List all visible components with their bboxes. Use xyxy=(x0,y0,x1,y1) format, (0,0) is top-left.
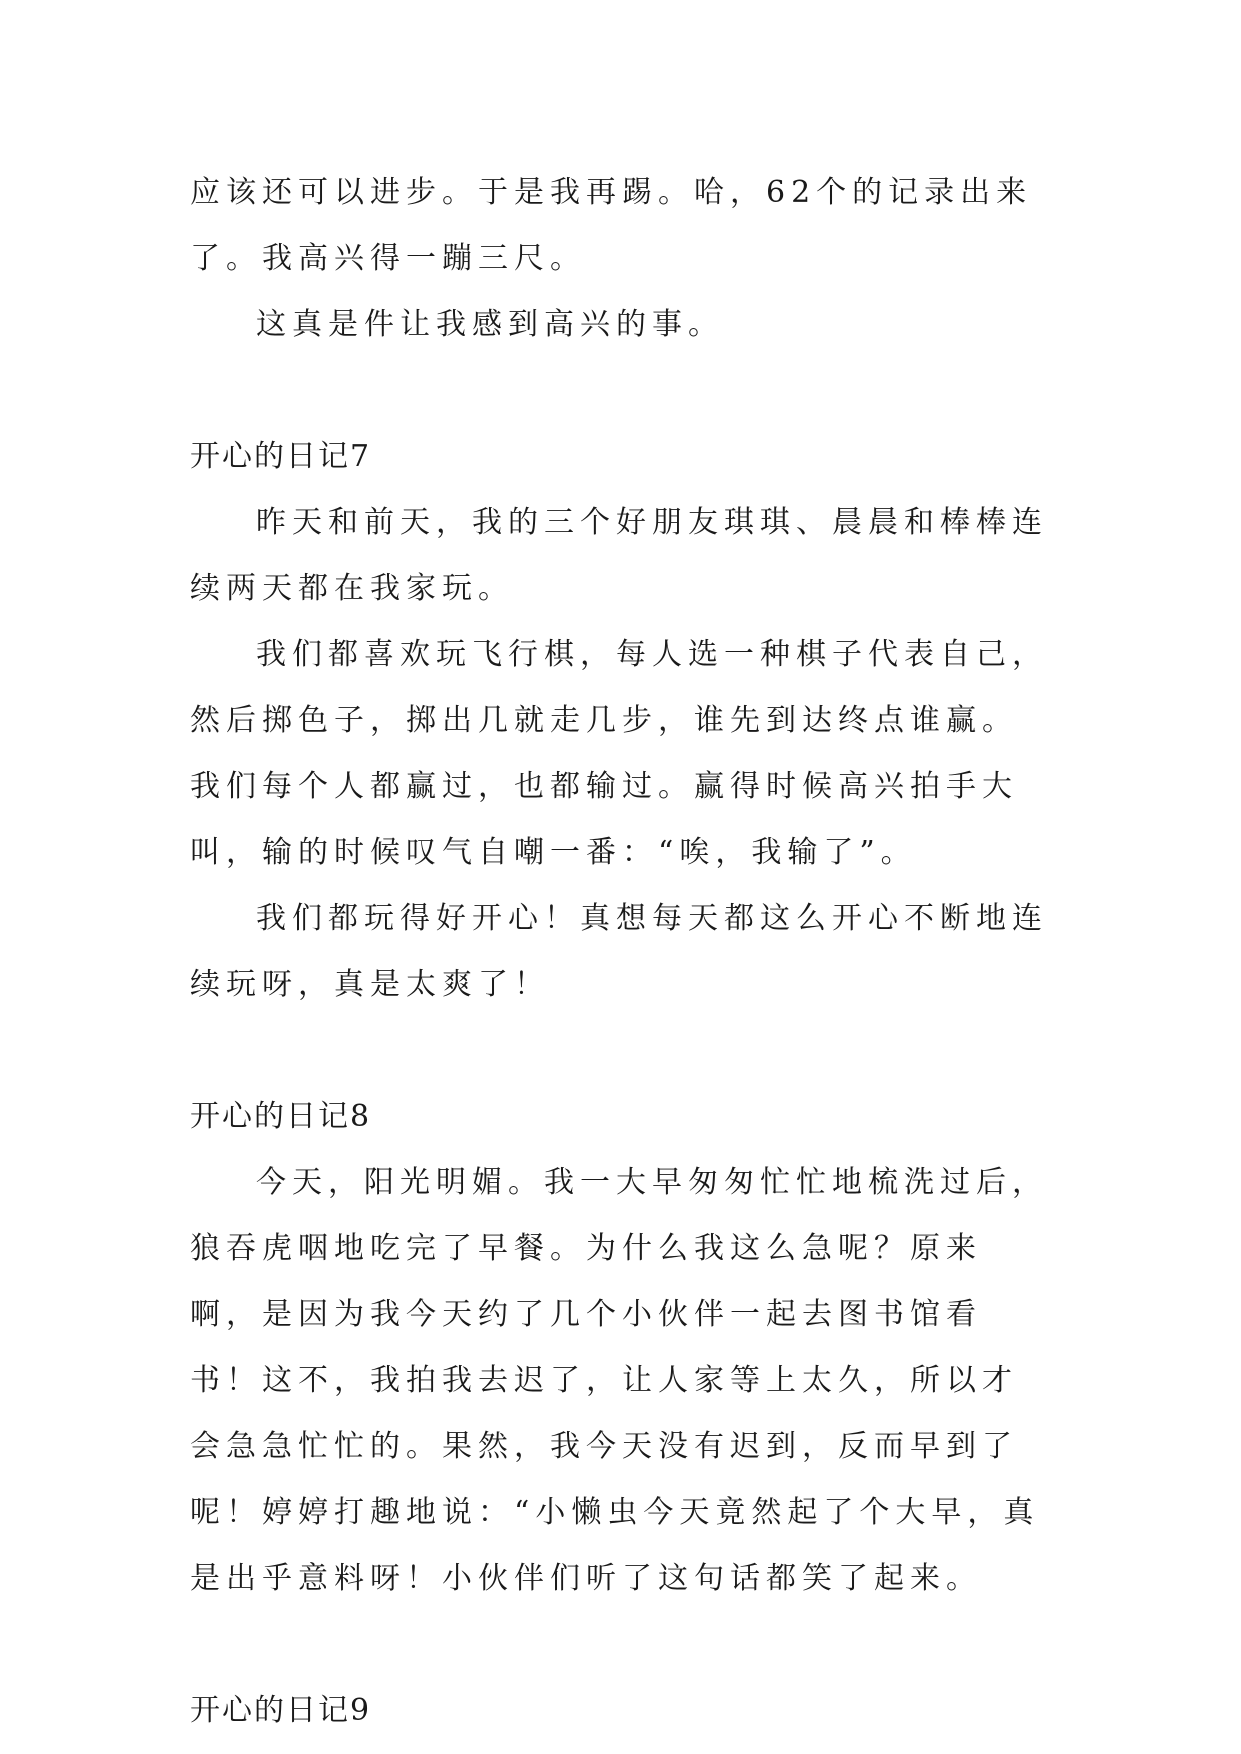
paragraph: 昨天和前天，我的三个好朋友琪琪、晨晨和棒棒连续两天都在我家玩。 xyxy=(190,505,1048,606)
paragraph: 我们都喜欢玩飞行棋，每人选一种棋子代表自己，然后掷色子，掷出几就走几步，谁先到达终点谁赢。我们每个人都赢过，也都输过。赢得时候高兴拍手大叫，输的时候叹气自嘲一番：“唉，我输了”。 xyxy=(190,637,1048,870)
section-heading: 开心的日记8 xyxy=(190,1099,372,1134)
section-heading: 开心的日记7 xyxy=(190,439,372,474)
paragraph: 我们都玩得好开心！真想每天都这么开心不断地连续玩呀，真是太爽了！ xyxy=(190,901,1048,1002)
section-heading: 开心的日记9 xyxy=(190,1693,372,1728)
document-body xyxy=(190,160,1050,1744)
paragraph: 今天，阳光明媚。我一大早匆匆忙忙地梳洗过后，狼吞虎咽地吃完了早餐。为什么我这么急呢？原来啊，是因为我今天约了几个小伙伴一起去图书馆看书！这不，我拍我去迟了，让人家等上太久，所以才会急急忙忙的。果然，我今天没有迟到，反而早到了呢！婷婷打趣地说：“小懒虫今天竟然起了个大早，真是出乎意料呀！小伙伴们听了这句话都笑了起来。 xyxy=(190,1165,1048,1596)
paragraph: 应该还可以进步。于是我再踢。哈，62个的记录出来了。我高兴得一蹦三尺。 xyxy=(190,175,1033,276)
paragraph: 这真是件让我感到高兴的事。 xyxy=(256,307,724,342)
